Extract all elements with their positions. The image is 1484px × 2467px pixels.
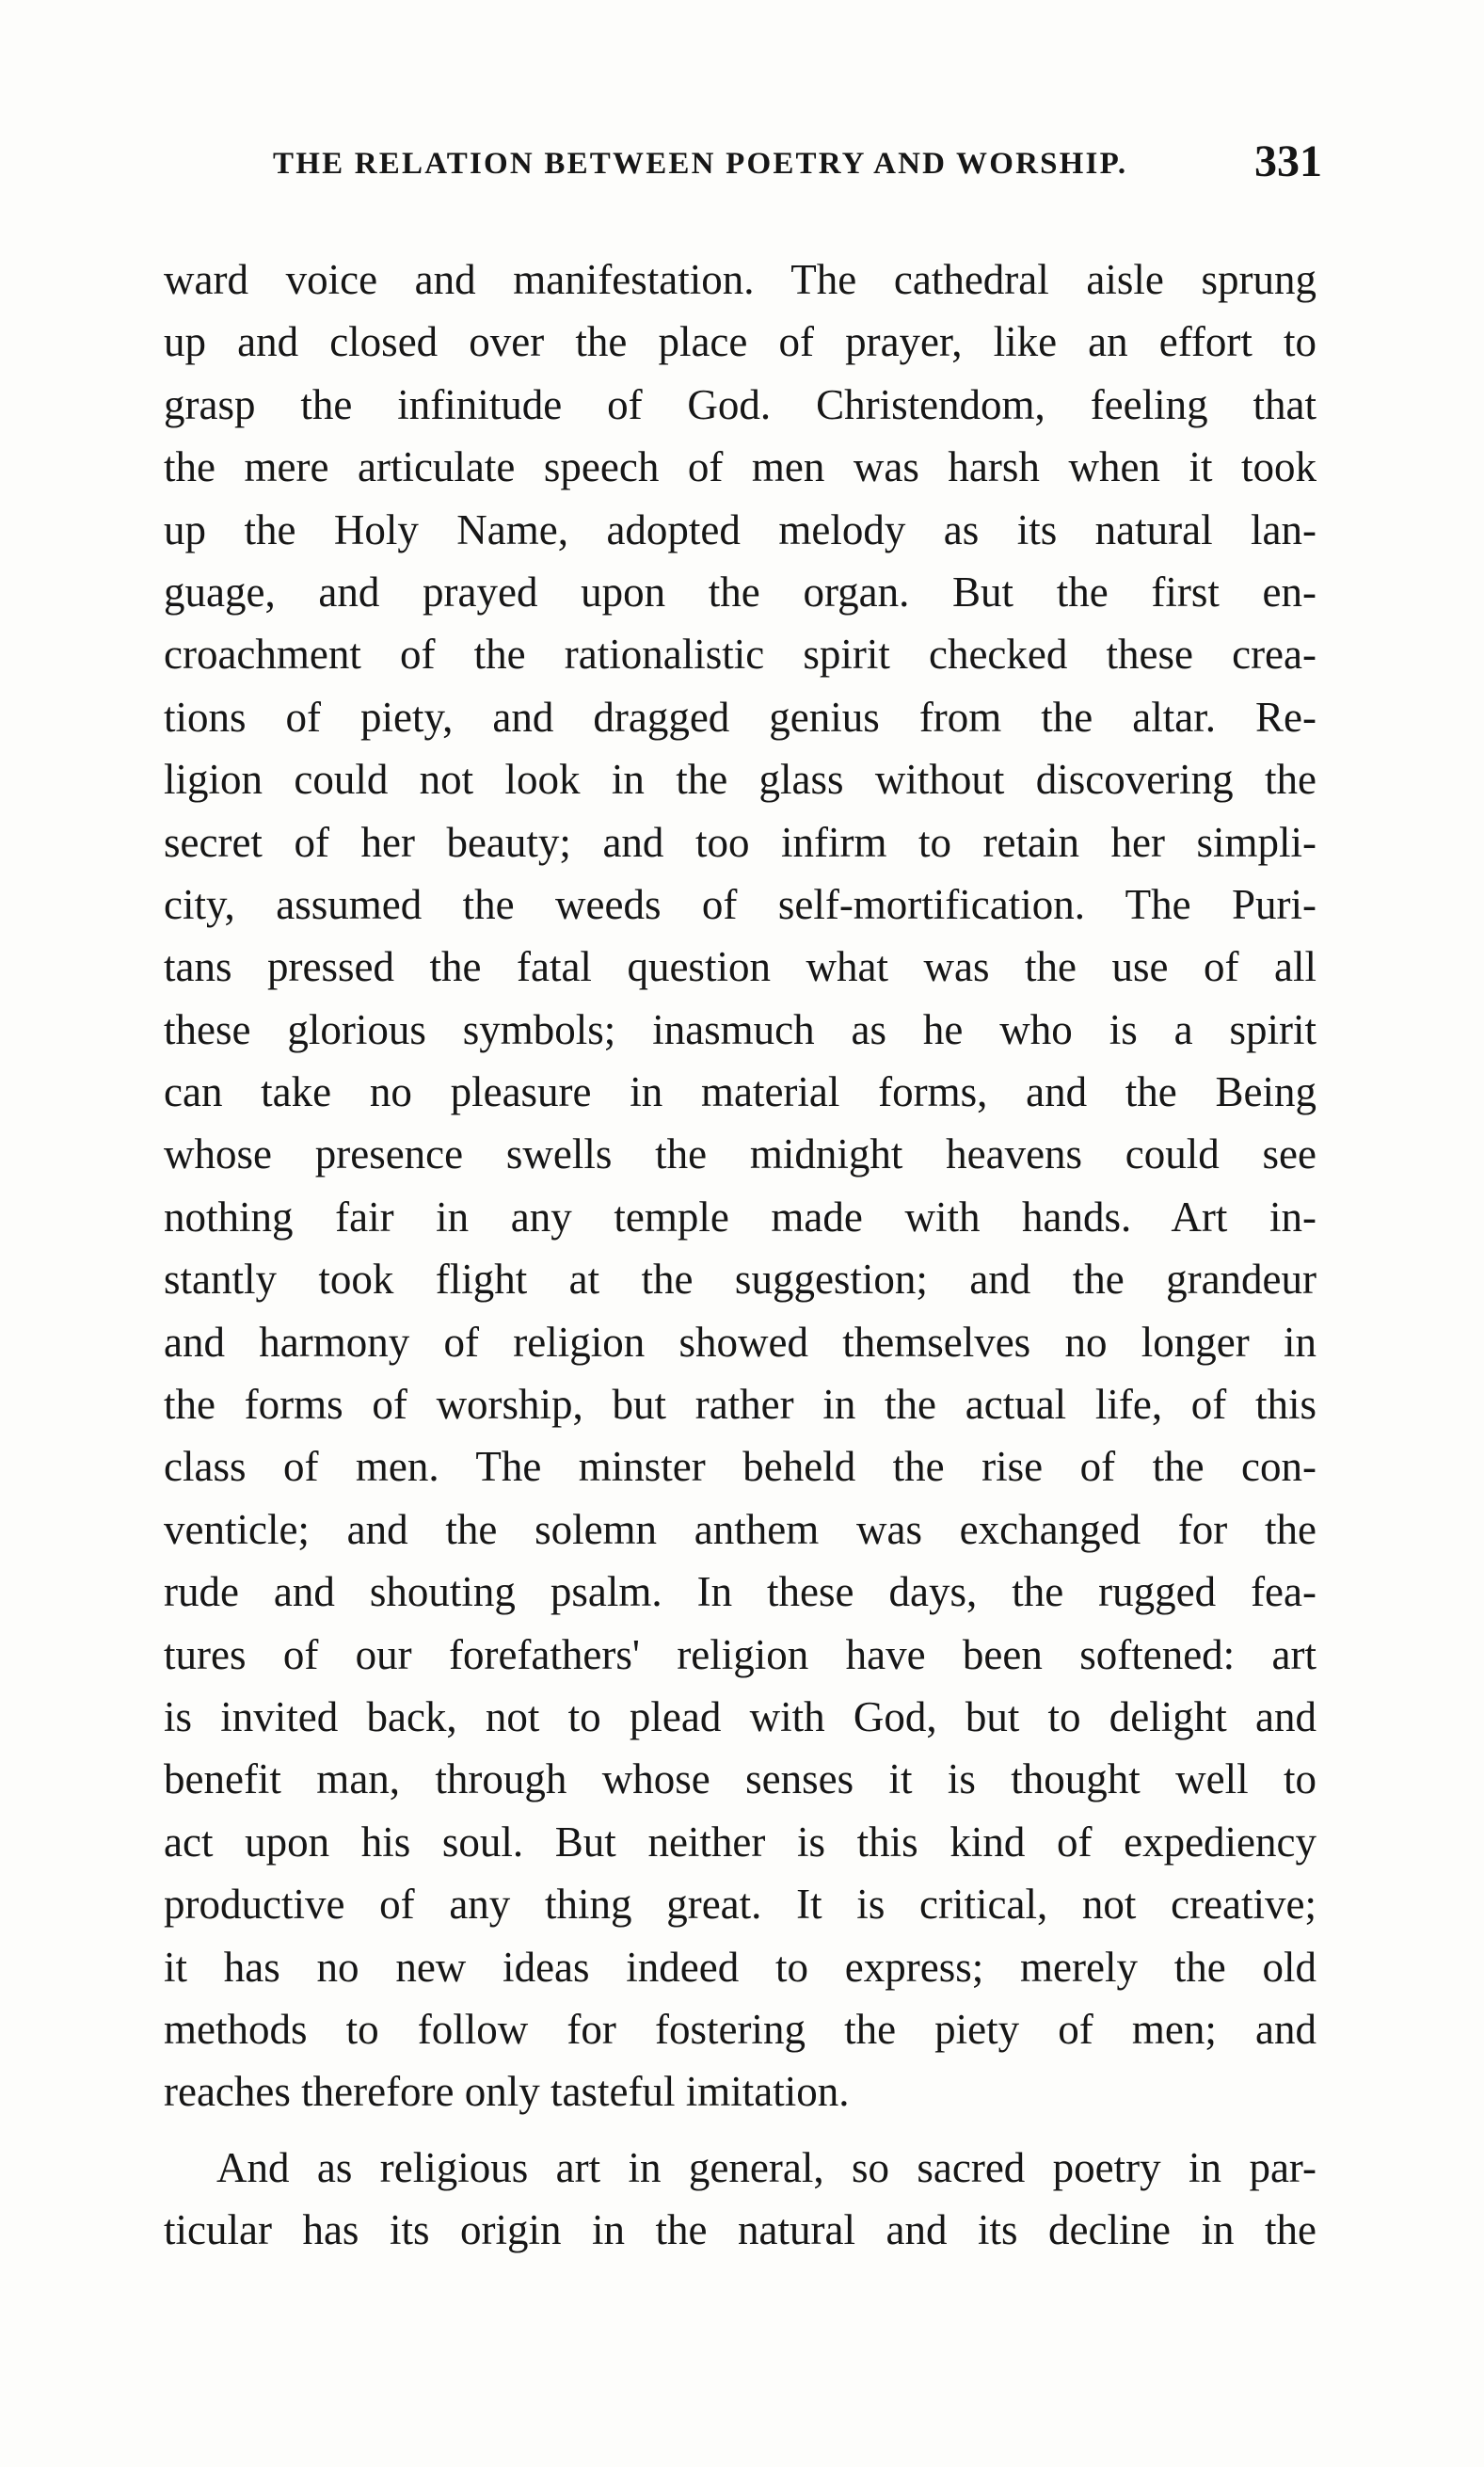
text-line: And as religious art in general, so sacred poetry in par- [216,2143,1316,2191]
text-line: can take no pleasure in material forms, and the Being [164,1068,1316,1116]
paragraph [164,2137,1316,2262]
text-line: guage, and prayed upon the organ. But the first en- [164,568,1316,616]
text-line: reaches therefore only tasteful imitation. [164,2068,850,2116]
running-title: THE RELATION BETWEEN POETRY AND WORSHIP. [273,147,1128,181]
body-text [164,248,1316,2262]
text-line: and harmony of religion showed themselves no longer in [164,1318,1316,1366]
text-line: secret of her beauty; and too infirm to retain her simpli- [164,818,1316,866]
paragraph-gap [164,2123,1316,2137]
text-line: class of men. The minster beheld the rise of the con- [164,1443,1316,1491]
text-line: the mere articulate speech of men was harsh when it took [164,443,1316,491]
text-line: stantly took flight at the suggestion; and the grandeur [164,1256,1316,1304]
text-line: ticular has its origin in the natural and its decline in the [164,2206,1316,2254]
text-line: rude and shouting psalm. In these days, the rugged fea- [164,1568,1316,1616]
text-line: act upon his soul. But neither is this kind of expediency [164,1818,1316,1866]
text-line: croachment of the rationalistic spirit checked these crea- [164,631,1316,679]
text-line: whose presence swells the midnight heavens could see [164,1130,1316,1178]
text-line: these glorious symbols; inasmuch as he who is a spirit [164,1005,1316,1053]
text-line: methods to follow for fostering the piety of men; and [164,2005,1316,2053]
text-line: is invited back, not to plead with God, but to delight and [164,1692,1316,1740]
text-line: tans pressed the fatal question what was the use of all [164,943,1316,991]
running-header [273,134,1322,190]
text-line: tions of piety, and dragged genius from the altar. Re- [164,693,1316,741]
text-line: up and closed over the place of prayer, like an effort to [164,318,1316,366]
text-line: ligion could not look in the glass without discovering the [164,756,1316,804]
paragraph [164,248,1316,2123]
text-line: ward voice and manifestation. The cathedral aisle sprung [164,256,1316,303]
text-line: it has no new ideas indeed to express; merely the old [164,1943,1316,1991]
text-line: tures of our forefathers' religion have been softened: art [164,1630,1316,1678]
text-line: the forms of worship, but rather in the actual life, of this [164,1381,1316,1429]
text-line: nothing fair in any temple made with hands. Art in- [164,1193,1316,1241]
page-number: 331 [1254,136,1322,186]
text-line: productive of any thing great. It is critical, not creative; [164,1881,1316,1929]
text-line: venticle; and the solemn anthem was exchanged for the [164,1505,1316,1553]
text-line: up the Holy Name, adopted melody as its natural lan- [164,505,1316,553]
text-line: grasp the infinitude of God. Christendom, feeling that [164,380,1316,428]
text-line: benefit man, through whose senses it is thought well to [164,1755,1316,1803]
text-line: city, assumed the weeds of self-mortification. The Puri- [164,880,1316,928]
